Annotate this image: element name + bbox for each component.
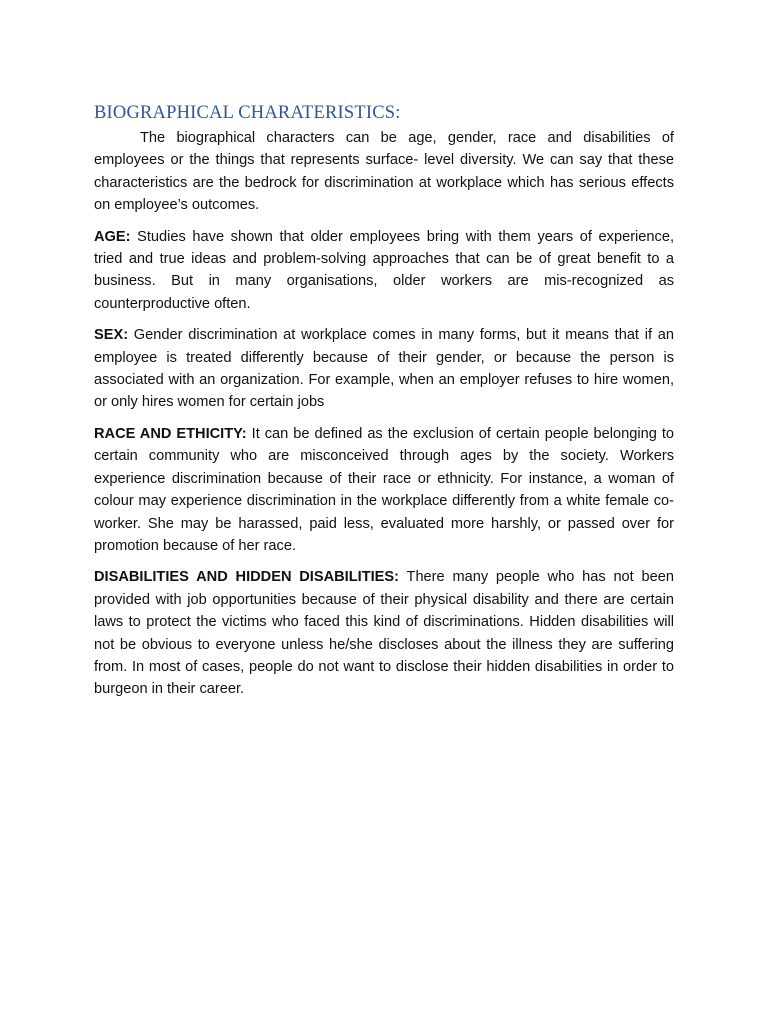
age-term: AGE: [94,228,131,245]
race-text: It can be defined as the exclusion of certain people belonging to certain community who are misconceived through ages by the society. Workers experience discrimination because of their race or ethnicity. For instance, a woman of colour may experience discrimination in the workplace differently from a white female co-worker. She may be harassed, paid less, evaluated more harshly, or passed over for promotion because of her race. [94,425,674,554]
age-text: Studies have shown that older employees bring with them years of experience, tried and true ideas and problem-solving approaches that can be of great benefit to a business. But in many organisations, older workers are mis-recognized as counterproductive often. [94,228,674,312]
age-paragraph [94,226,674,316]
sex-text: Gender discrimination at workplace comes in many forms, but it means that if an employee is treated differently because of their gender, or because the person is associated with an organization. For example, when an employer refuses to hire women, or only hires women for certain jobs [94,327,674,411]
disabilities-paragraph [94,566,674,700]
race-paragraph [94,423,674,557]
disabilities-text: There many people who has not been provided with job opportunities because of their physical disability and there are certain laws to protect the victims who faced this kind of discriminations. Hidden disabilities will not be obvious to everyone unless he/she discloses about the illness they are suffering from. In most of cases, people do not want to disclose their hidden disabilities in order to burgeon in their career. [94,569,674,698]
section-heading: BIOGRAPHICAL CHARATERISTICS: [94,103,401,123]
sex-paragraph [94,324,674,414]
document-page [94,100,674,710]
race-term: RACE AND ETHICITY: [94,425,247,442]
intro-paragraph: The biographical characters can be age, gender, race and disabilities of employees or the things that represents surface- level diversity. We can say that these characteristics are the bedrock for discrimination at workplace which has serious effects on employee’s outcomes. [94,130,674,214]
sex-term: SEX: [94,327,129,344]
disabilities-term: DISABILITIES AND HIDDEN DISABILITIES: [94,569,399,586]
